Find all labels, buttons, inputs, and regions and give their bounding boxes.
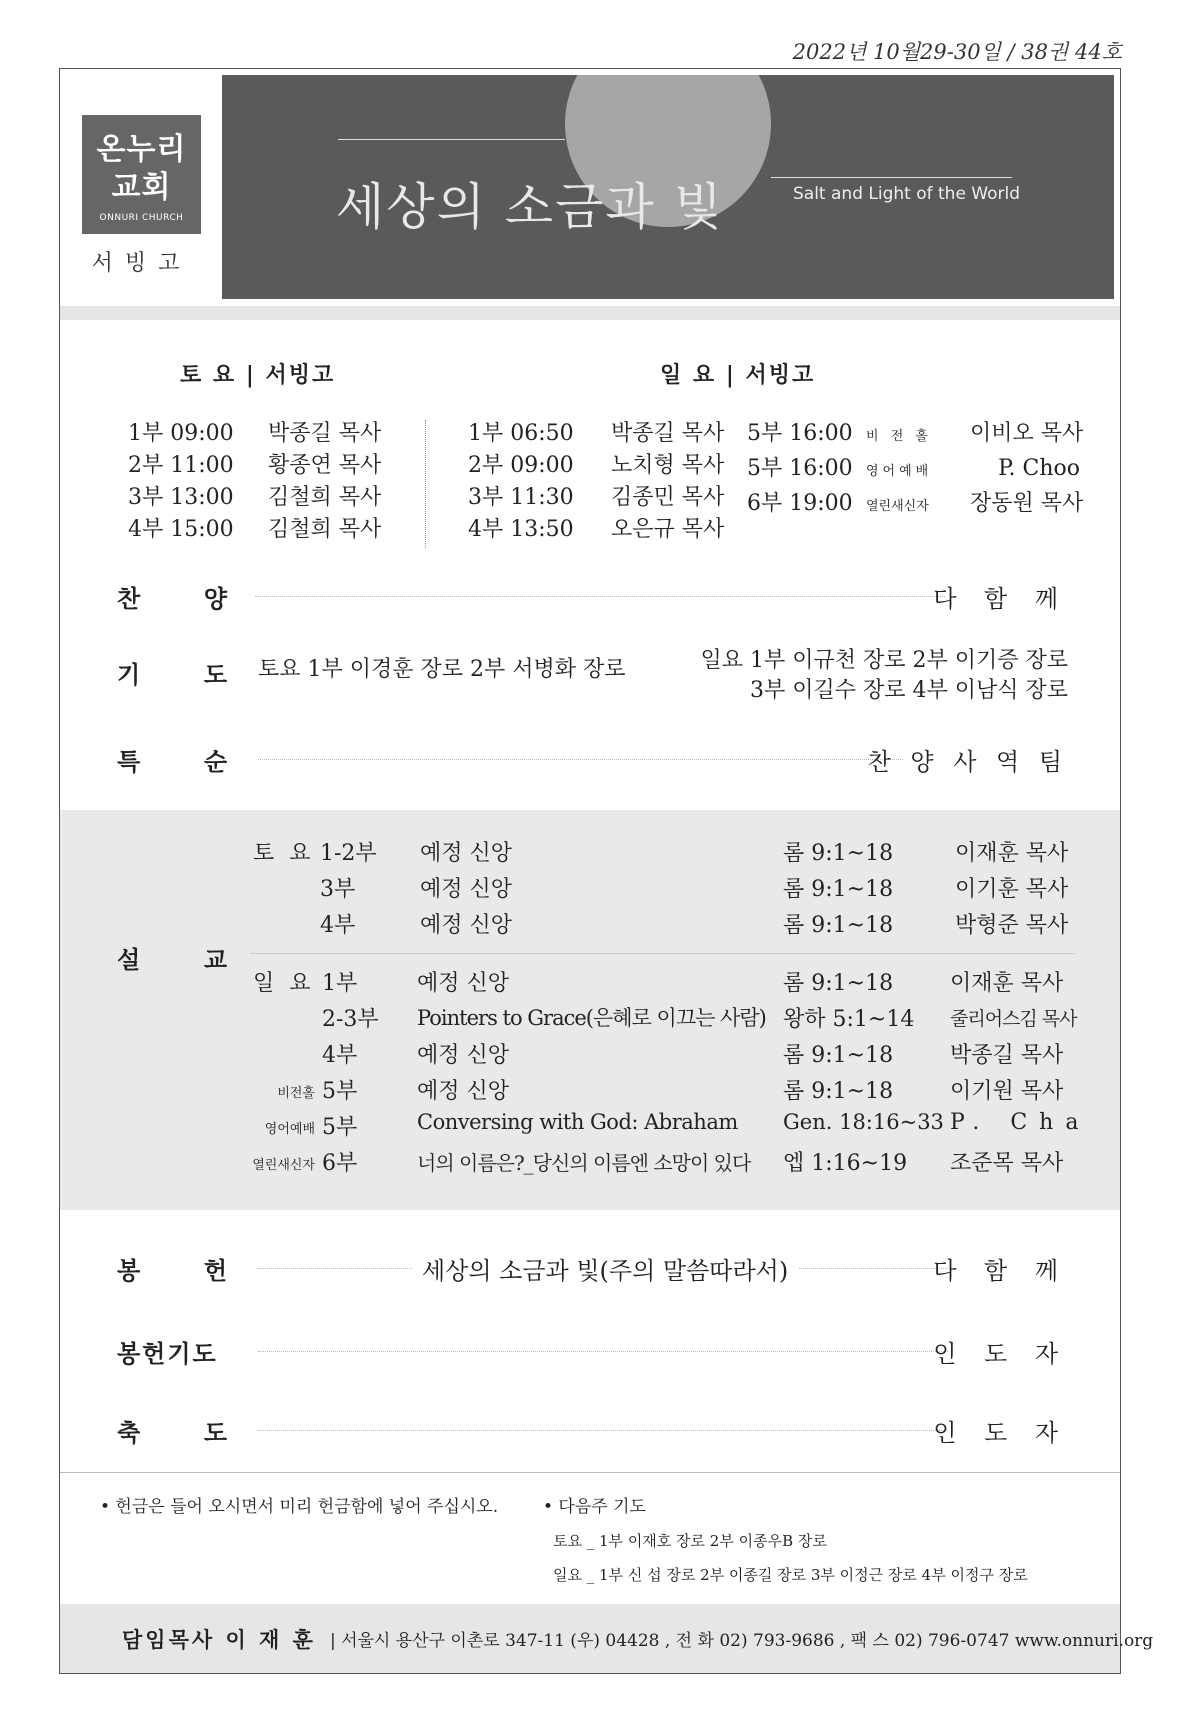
sunday-service-row: 4부 13:50 오은규 목사 (468, 517, 725, 542)
saturday-service-row: 4부 15:00 김철희 목사 (128, 517, 382, 542)
sermon-pastor: P. Cha (950, 1110, 1091, 1135)
notes-divider (60, 1472, 1120, 1473)
sermon-title: 예정 신앙 (420, 913, 513, 938)
logo-english: ONNURI CHURCH (99, 213, 184, 223)
offering-prayer-label: 봉헌기도 (117, 1339, 218, 1368)
sermon-pastor: 이기원 목사 (950, 1079, 1064, 1104)
dotted-leader (258, 1351, 948, 1352)
sunday-service-row: 3부 11:30 김종민 목사 (468, 485, 725, 510)
sermon-scripture: Gen. 18:16~33 (783, 1110, 944, 1134)
sermon-tag: 영어예배 (264, 1122, 315, 1137)
sermon-title: 예정 신앙 (420, 877, 513, 902)
sermon-pastor: 이재훈 목사 (955, 841, 1069, 866)
sermon-pastor: 줄리어스김 목사 (950, 1008, 1077, 1030)
praise-leader: 다 함 께 (933, 585, 1068, 613)
offering-prayer-leader: 인 도 자 (933, 1340, 1068, 1368)
sermon-tag: 비전홀 (277, 1086, 315, 1101)
sunday-extra-row: 5부 16:00 비 전 홀 이비오 목사 (747, 421, 1084, 446)
sermon-title: 예정 신앙 (417, 1043, 510, 1068)
sermon-scripture: 엡 1:16~19 (783, 1151, 908, 1176)
sermon-sunday-day: 일 요 (253, 971, 315, 996)
sermon-title: 예정 신앙 (420, 841, 513, 866)
sunday-extra-row: 5부 16:00 영어예배 P. Choo (747, 456, 1080, 481)
offering-hymn: 세상의 소금과 빛(주의 말씀따라서) (412, 1251, 798, 1286)
saturday-header: 토 요 | 서빙고 (180, 362, 336, 388)
benediction-label: 축 도 (117, 1418, 227, 1447)
banner-subtitle: Salt and Light of the World (793, 184, 1021, 204)
footer (60, 1604, 1154, 1673)
banner-title: 세상의 소금과 빛 (336, 178, 724, 236)
saturday-service-row: 2부 11:00 황종연 목사 (128, 453, 382, 478)
church-contact: | 서울시 용산구 이촌로 347-11 (우) 04428 , 전 화 02) 793-9686 , 팩 스 02) 796-0747 www.onnuri.org (329, 1631, 1154, 1651)
senior-pastor: 담임목사 이 재 훈 (122, 1626, 316, 1652)
sermon-scripture: 왕하 5:1~14 (783, 1007, 915, 1032)
schedule-divider (425, 420, 426, 548)
sermon-pastor: 이기훈 목사 (955, 877, 1069, 902)
sunday-extra-services (747, 418, 1084, 523)
sunday-service-row: 2부 09:00 노치형 목사 (468, 453, 725, 478)
next-prayer-saturday: 토요 _ 1부 이재호 장로 2부 이종우B 장로 (553, 1532, 827, 1550)
divider-band (60, 306, 1120, 320)
dotted-leader (255, 596, 945, 597)
next-prayer-sunday: 일요 _ 1부 신 섭 장로 2부 이종길 장로 3부 이정근 장로 4부 이정구 장로 (553, 1566, 1028, 1584)
sermon-part: 1부 (322, 971, 358, 996)
sermon-scripture: 롬 9:1~18 (783, 841, 894, 866)
next-prayer-title: • 다음주 기도 (543, 1497, 646, 1517)
sunday-service-row: 1부 06:50 박종길 목사 (468, 421, 725, 446)
sermon-pastor: 조준목 목사 (950, 1151, 1064, 1176)
saturday-prayer: 토요 1부 이경훈 장로 2부 서병화 장로 (258, 657, 626, 682)
special-leader: 찬 양 사 역 팀 (867, 748, 1068, 776)
sermon-part: 4부 (320, 913, 356, 938)
sermon-tag: 열린새신자 (252, 1158, 315, 1173)
sunday-services (468, 418, 724, 546)
banner-line-left (338, 139, 565, 140)
sermon-title: 예정 신앙 (417, 971, 510, 996)
offering-leader: 다 함 께 (933, 1257, 1068, 1285)
title-banner (222, 75, 1114, 299)
banner-line-right (771, 177, 1012, 178)
offering-note: • 헌금은 들어 오시면서 미리 헌금함에 넣어 주십시오. (100, 1497, 499, 1517)
sermon-pastor: 박형준 목사 (955, 913, 1069, 938)
sermon-title: Pointers to Grace(은혜로 이끄는 사람) (417, 1006, 766, 1030)
sermon-scripture: 롬 9:1~18 (783, 1079, 894, 1104)
sermon-row: 1-2부 (320, 841, 377, 866)
date-issue-line: 2022년 10월29-30일 / 38권 44호 (792, 40, 1122, 64)
sermon-part: 5부 (322, 1079, 358, 1104)
sermon-pastor: 이재훈 목사 (950, 971, 1064, 996)
saturday-services (128, 418, 381, 546)
prayer-label: 기 도 (117, 660, 227, 689)
sermon-part: 3부 (320, 877, 356, 902)
sermon-title: 너의 이름은?_당신의 이름엔 소망이 있다 (417, 1151, 751, 1175)
sermon-saturday-day: 토 요 (253, 841, 315, 866)
sermon-part: 4부 (322, 1043, 358, 1068)
sermon-part: 6부 (322, 1151, 358, 1176)
sermon-part: 2-3부 (322, 1007, 379, 1032)
sermon-divider (250, 953, 1075, 954)
sermon-part: 5부 (322, 1115, 358, 1140)
sermon-scripture: 롬 9:1~18 (783, 971, 894, 996)
benediction-leader: 인 도 자 (933, 1419, 1068, 1447)
sermon-title: Conversing with God: Abraham (417, 1110, 738, 1134)
sermon-label: 설 교 (117, 945, 227, 974)
dotted-leader (258, 759, 903, 760)
campus-name: 서빙고 (91, 251, 192, 276)
special-label: 특 순 (117, 747, 227, 776)
sermon-pastor: 박종길 목사 (950, 1043, 1064, 1068)
sunday-header: 일 요 | 서빙고 (660, 362, 816, 388)
sunday-prayer: 일요 1부 이규천 장로 2부 이기증 장로 3부 이길수 장로 4부 이남식 장로 (700, 648, 1068, 703)
saturday-service-row: 1부 09:00 박종길 목사 (128, 421, 382, 446)
sermon-scripture: 롬 9:1~18 (783, 913, 894, 938)
sermon-scripture: 롬 9:1~18 (783, 1043, 894, 1068)
sunday-extra-row: 6부 19:00 열린새신자 장동원 목사 (747, 491, 1084, 516)
sermon-title: 예정 신앙 (417, 1079, 510, 1104)
sermon-scripture: 롬 9:1~18 (783, 877, 894, 902)
dotted-leader (258, 1430, 948, 1431)
saturday-service-row: 3부 13:00 김철희 목사 (128, 485, 382, 510)
logo-korean: 온누리 교회 (96, 132, 187, 205)
offering-label: 봉 헌 (117, 1256, 227, 1285)
church-logo (82, 115, 201, 234)
praise-label: 찬 양 (117, 584, 227, 613)
